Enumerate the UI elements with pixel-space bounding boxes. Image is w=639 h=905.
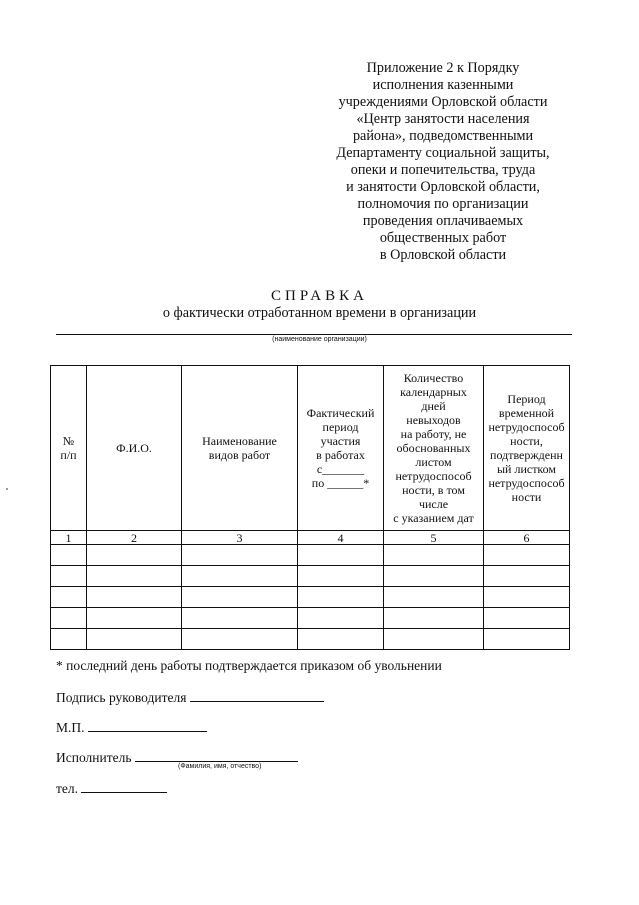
appendix-line: в Орловской области — [379, 247, 507, 263]
header-line: период — [322, 420, 359, 434]
table-row — [51, 608, 570, 629]
table-cell[interactable] — [182, 629, 298, 650]
table-cell[interactable] — [484, 545, 570, 566]
table-cell[interactable] — [298, 545, 384, 566]
table-row — [51, 629, 570, 650]
header-line: листом — [415, 455, 452, 469]
header-line: с_______ — [316, 462, 365, 476]
appendix-line: исполнения казенными — [372, 77, 514, 93]
appendix-line: Приложение 2 к Порядку — [366, 60, 520, 76]
header-line: дней — [421, 399, 446, 413]
phone-line[interactable] — [81, 791, 167, 793]
table-cell[interactable] — [384, 629, 484, 650]
signature-label: Подпись руководителя — [56, 690, 187, 705]
header-line: Период — [507, 392, 546, 406]
header-line: ности, — [510, 434, 543, 448]
table-cell[interactable] — [51, 587, 87, 608]
header-line: ности, в том — [402, 483, 465, 497]
work-time-table — [50, 365, 570, 650]
table-header-cell — [87, 366, 182, 531]
table-cell[interactable] — [51, 566, 87, 587]
column-number-cell: 1 — [51, 531, 87, 545]
column-number-cell: 6 — [484, 531, 570, 545]
table-cell[interactable] — [298, 608, 384, 629]
table-cell[interactable] — [484, 566, 570, 587]
header-line: видов работ — [208, 448, 271, 462]
organization-caption: (наименование организации) — [272, 336, 367, 343]
appendix-line: «Центр занятости населения — [356, 111, 530, 127]
header-line: Наименование — [202, 434, 277, 448]
appendix-line: полномочия по организации — [357, 196, 529, 212]
column-number-cell: 3 — [182, 531, 298, 545]
header-line: нетрудоспособ — [395, 469, 472, 483]
header-line: ый листком — [496, 462, 557, 476]
signature-line[interactable] — [190, 700, 324, 702]
appendix-line: общественных работ — [379, 230, 507, 246]
appendix-line: Департаменту социальной защиты, — [336, 145, 550, 161]
table-cell[interactable] — [51, 608, 87, 629]
table-cell[interactable] — [182, 587, 298, 608]
header-line: с указанием дат — [393, 511, 474, 525]
signature-field — [56, 690, 324, 706]
appendix-line: и занятости Орловской области, — [346, 179, 540, 195]
executor-line[interactable] — [135, 760, 298, 762]
header-line: обоснованных — [396, 441, 471, 455]
phone-field — [56, 781, 167, 797]
table-header-cell — [298, 366, 384, 531]
table-cell[interactable] — [87, 587, 182, 608]
executor-caption: (Фамилия, имя, отчество) — [178, 763, 262, 770]
table-cell[interactable] — [384, 545, 484, 566]
table-cell[interactable] — [384, 587, 484, 608]
column-number-cell: 2 — [87, 531, 182, 545]
header-line: календарных — [400, 385, 467, 399]
header-line: числе — [418, 497, 449, 511]
executor-label: Исполнитель — [56, 750, 132, 765]
table-cell[interactable] — [384, 608, 484, 629]
table-cell[interactable] — [87, 566, 182, 587]
appendix-line: опеки и попечительства, труда — [350, 162, 536, 178]
footnote: * последний день работы подтверждается приказом об увольнении — [56, 658, 442, 673]
table-column-numbers-row — [51, 531, 570, 545]
stamp-line[interactable] — [88, 730, 207, 732]
table-cell[interactable] — [384, 566, 484, 587]
table-cell[interactable] — [87, 629, 182, 650]
table-row — [51, 587, 570, 608]
document-title: СПРАВКА — [271, 288, 368, 304]
header-line: подтвержденн — [490, 448, 563, 462]
appendix-line: проведения оплачиваемых — [362, 213, 524, 229]
stamp-label: М.П. — [56, 720, 85, 735]
appendix-note — [318, 60, 568, 264]
scan-mark — [6, 488, 8, 490]
table-cell[interactable] — [182, 608, 298, 629]
header-line: невыходов — [406, 413, 461, 427]
organization-name-line[interactable] — [56, 334, 572, 335]
header-line: Количество — [403, 371, 464, 385]
table-row — [51, 566, 570, 587]
appendix-line: учреждениями Орловской области — [338, 94, 548, 110]
header-line: на работу, не — [400, 427, 467, 441]
document-subtitle: о фактически отработанном времени в организации — [162, 305, 477, 321]
table-cell[interactable] — [298, 566, 384, 587]
appendix-line: района», подведомственными — [352, 128, 534, 144]
table-cell[interactable] — [298, 629, 384, 650]
column-number-cell: 5 — [384, 531, 484, 545]
table-row — [51, 545, 570, 566]
header-line: № — [62, 434, 75, 448]
column-number-cell: 4 — [298, 531, 384, 545]
table-cell[interactable] — [87, 545, 182, 566]
header-line: нетрудоспособ — [488, 420, 565, 434]
table-header-cell — [484, 366, 570, 531]
table-header-row — [51, 366, 570, 531]
table-cell[interactable] — [182, 566, 298, 587]
table-header-cell — [384, 366, 484, 531]
header-line: временной — [498, 406, 555, 420]
table-cell[interactable] — [484, 629, 570, 650]
header-line: п/п — [60, 448, 77, 462]
table-cell[interactable] — [484, 608, 570, 629]
table-cell[interactable] — [87, 608, 182, 629]
table-header-cell — [51, 366, 87, 531]
header-line: Ф.И.О. — [116, 441, 152, 455]
table-cell[interactable] — [182, 545, 298, 566]
header-line: по ______* — [311, 476, 370, 490]
stamp-field — [56, 720, 207, 736]
header-line: ности — [511, 490, 542, 504]
table-cell[interactable] — [51, 629, 87, 650]
table-cell[interactable] — [484, 587, 570, 608]
executor-field — [56, 750, 298, 766]
header-line: участия — [320, 434, 361, 448]
header-line: в работах — [316, 448, 365, 462]
table-cell[interactable] — [51, 545, 87, 566]
table-header-cell — [182, 366, 298, 531]
table-cell[interactable] — [298, 587, 384, 608]
header-line: нетрудоспособ — [488, 476, 565, 490]
phone-label: тел. — [56, 781, 79, 796]
header-line: Фактический — [306, 406, 375, 420]
